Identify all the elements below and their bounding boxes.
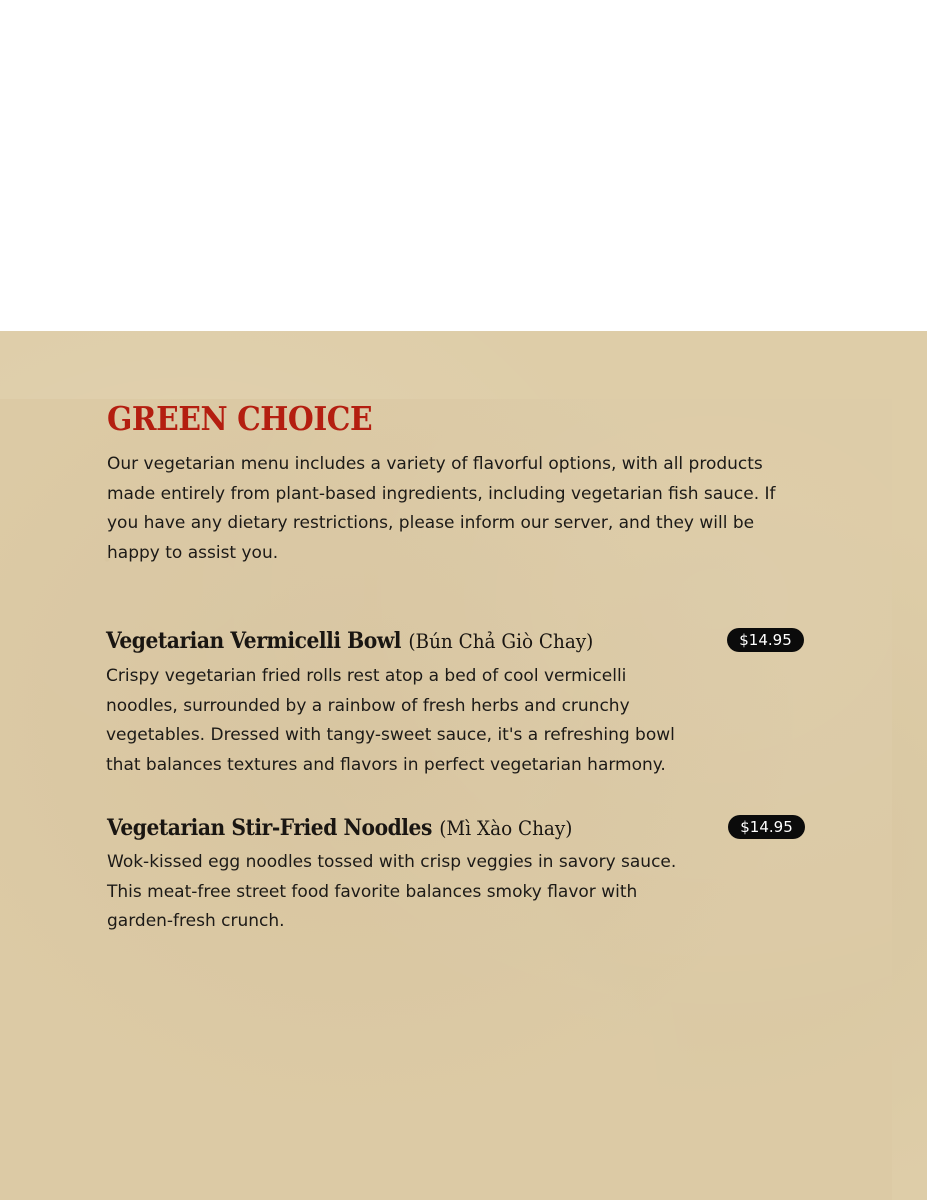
menu-item-title (107, 813, 572, 843)
menu-item-name: Vegetarian Stir-Fried Noodles (107, 815, 432, 841)
section-title: GREEN CHOICE (107, 399, 373, 438)
menu-item-description: Wok-kissed egg noodles tossed with crisp veggies in savory sauce. This meat-free street food favorite balances smoky flavor with garden-fresh crunch. (107, 852, 677, 932)
menu-item-viet-name: (Mì Xào Chay) (439, 816, 573, 840)
menu-item-viet-name: (Bún Chả Giò Chay) (408, 629, 594, 653)
price-badge: $14.95 (727, 628, 804, 652)
top-blank-area (0, 0, 927, 331)
menu-item-description: Crispy vegetarian fried rolls rest atop a bed of cool vermicelli noodles, surrounded by a rainbow of fresh herbs and crunchy vegetables. Dressed with tangy-sweet sauce, it's a refreshing bowl that balances textures and flavors in perfect vegetarian harmony. (106, 666, 675, 776)
menu-item-title (106, 626, 593, 656)
menu-item-name: Vegetarian Vermicelli Bowl (106, 628, 402, 654)
section-intro: Our vegetarian menu includes a variety of flavorful options, with all products made entirely from plant-based ingredients, including vegetarian fish sauce. If you have any dietary restrictions, please inform our server, and they will be happy to assist you. (107, 454, 776, 563)
price-badge: $14.95 (728, 815, 805, 839)
